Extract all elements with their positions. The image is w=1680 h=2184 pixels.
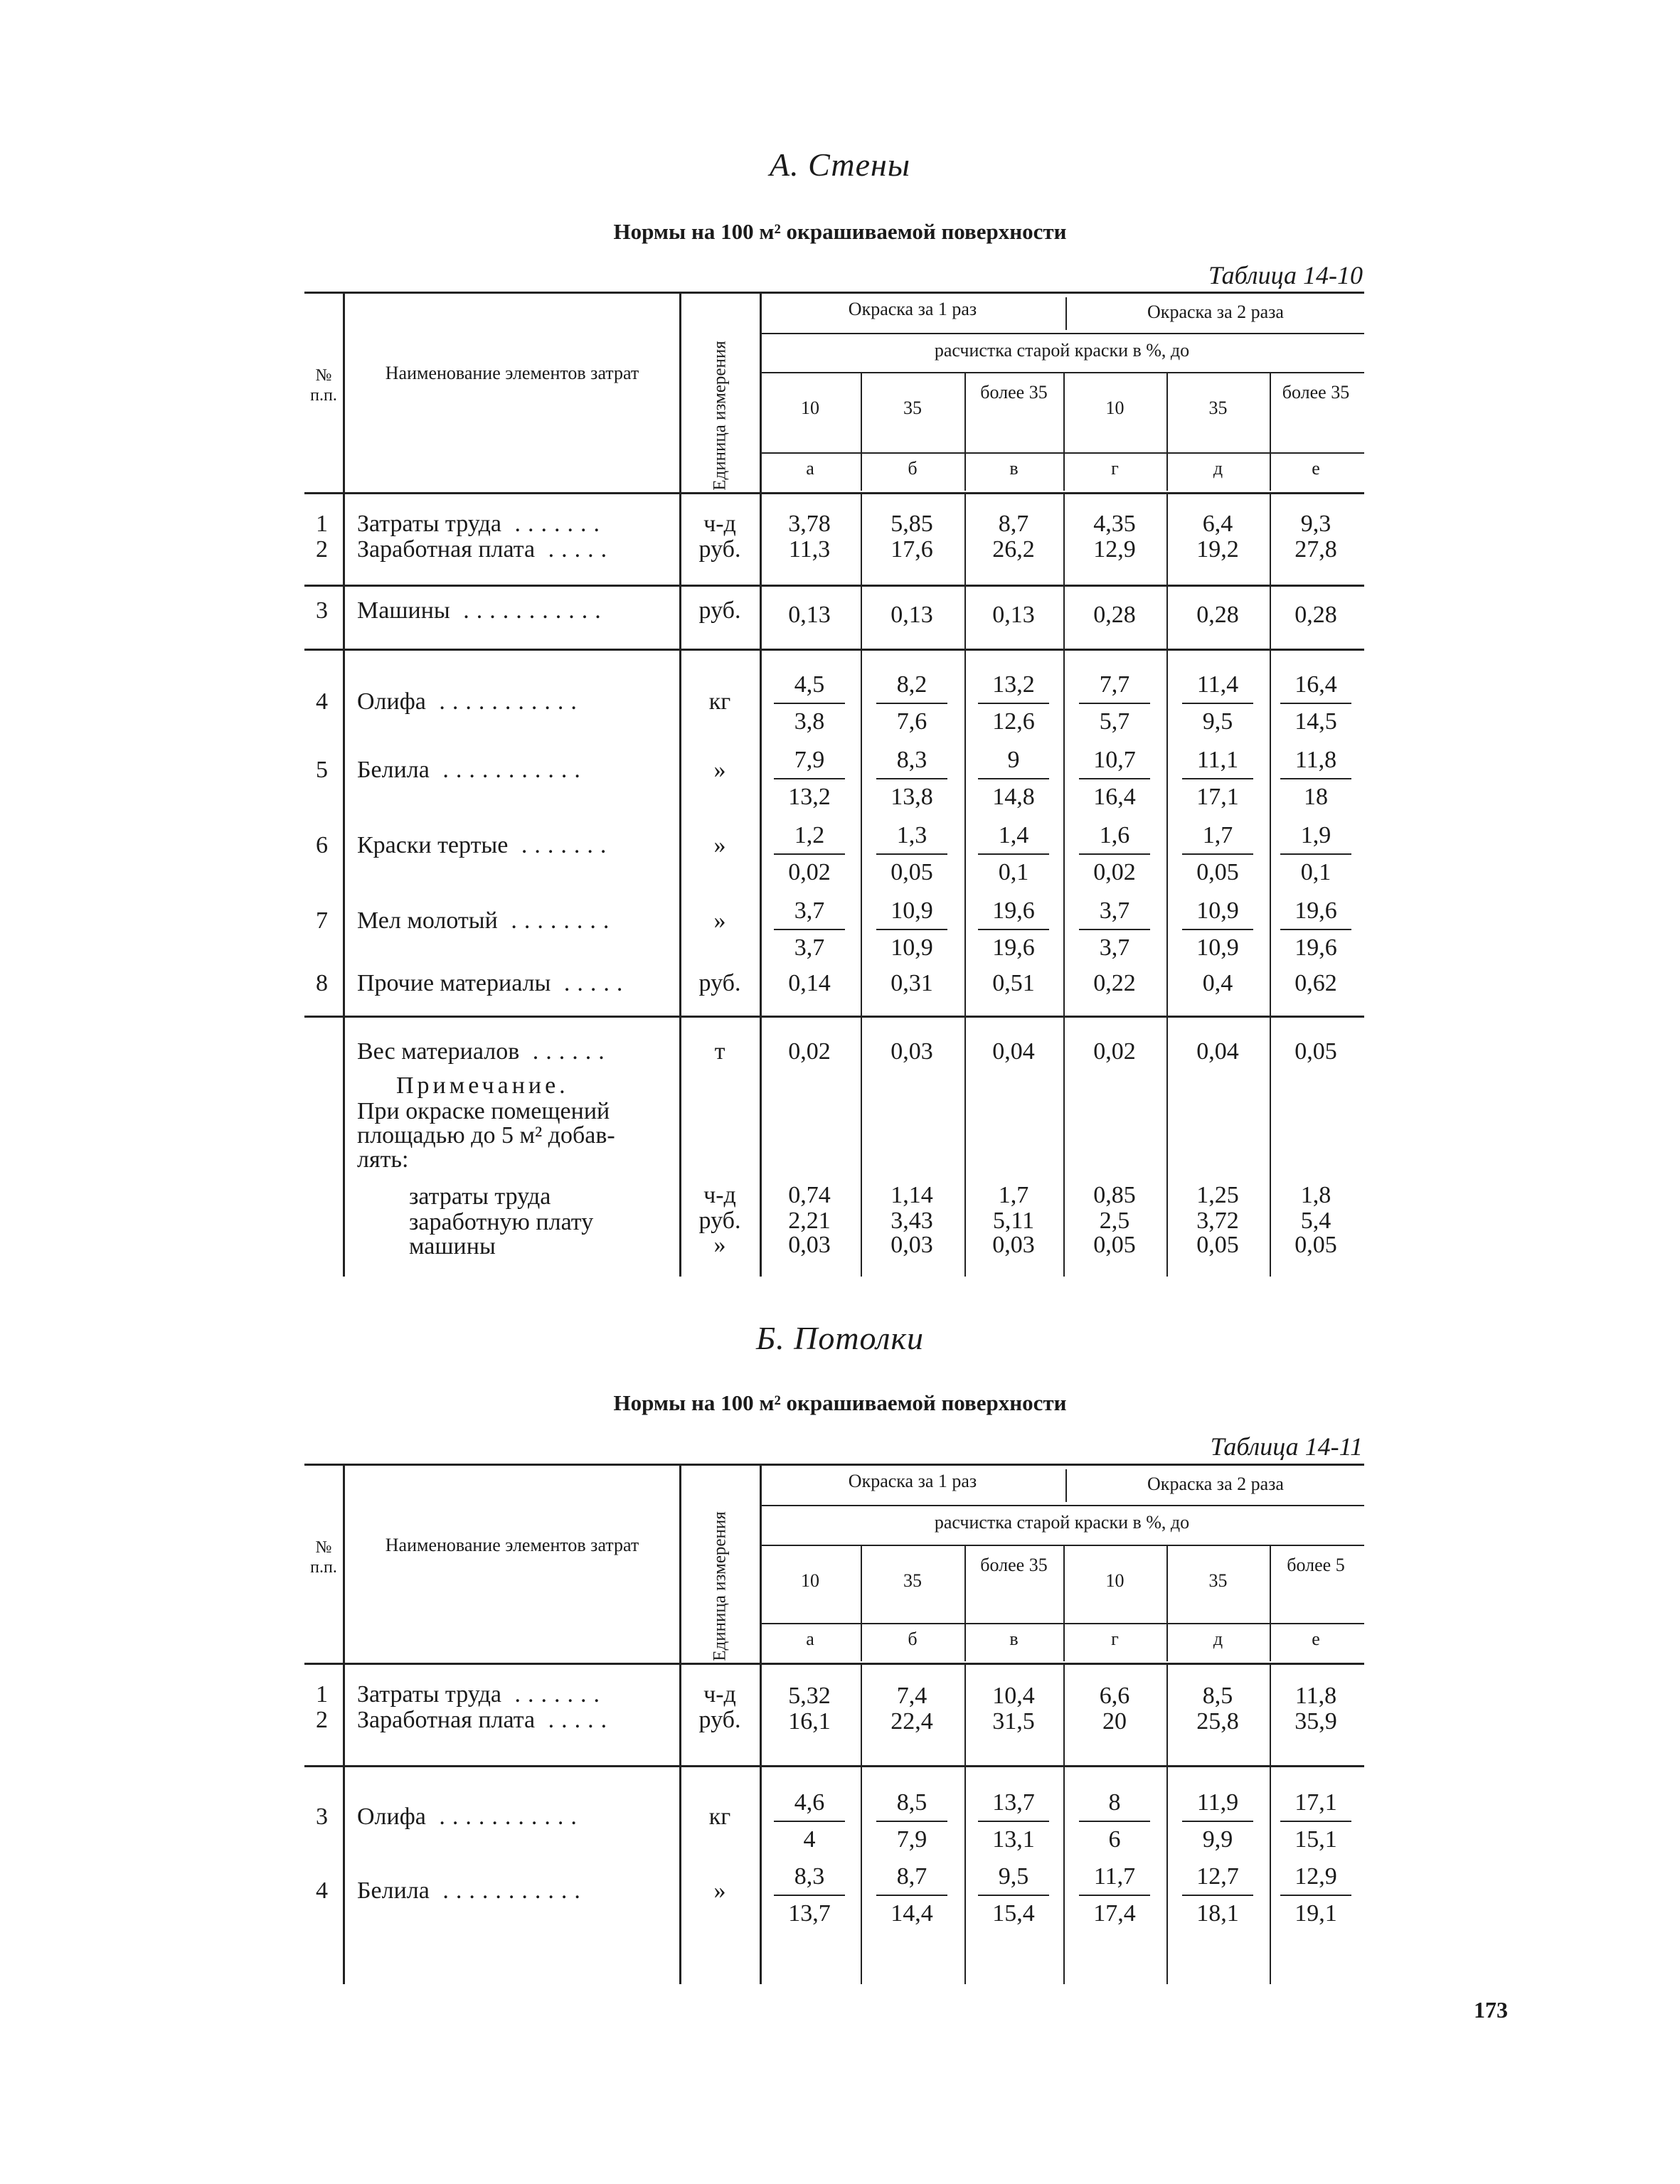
- column-divider: [343, 1663, 345, 1984]
- dot-leader: ...........: [450, 597, 608, 624]
- a-row-7-bottom-6: 19,6: [1294, 934, 1337, 961]
- b-row-4-name: [357, 1879, 588, 1903]
- table-a-label: Таблица 14-10: [1208, 261, 1363, 289]
- a-row-3-val-4: 0,28: [1093, 602, 1136, 628]
- b-row-4-fraction-bar: [1280, 1895, 1351, 1896]
- b-row-3-top-6: 17,1: [1294, 1789, 1337, 1816]
- col-header-1: 10: [801, 1570, 819, 1591]
- dot-leader: ......: [519, 1038, 612, 1065]
- dot-leader: .....: [551, 970, 630, 996]
- a-row-5-bottom-3: 14,8: [992, 784, 1035, 810]
- col-letter-4: г: [1111, 1629, 1119, 1649]
- b-row-3-top-1: 4,6: [794, 1789, 825, 1816]
- section-b-subtitle: Нормы на 100 м² окрашиваемой поверхности: [613, 1390, 1067, 1415]
- b-row-4-bottom-4: 17,4: [1093, 1900, 1136, 1927]
- a-row-6-bottom-2: 0,05: [890, 859, 933, 885]
- b-row-1-val-1: 5,32: [788, 1683, 831, 1709]
- b-row-1-val-3: 10,4: [992, 1683, 1035, 1709]
- col-header-1: 10: [801, 398, 819, 418]
- rule-line: [760, 1505, 1364, 1506]
- num-col-header: № п.п.: [310, 1538, 337, 1577]
- b-row-2-unit: руб.: [698, 1707, 741, 1733]
- b-row-3-top-4: 8: [1108, 1789, 1121, 1816]
- a-row-4-name-text: Олифа: [357, 688, 426, 715]
- a-row-6-bottom-5: 0,05: [1196, 859, 1239, 885]
- a-row-7-top-3: 19,6: [992, 897, 1035, 924]
- a-row-5-top-2: 8,3: [896, 747, 927, 773]
- b-row-4-bottom-3: 15,4: [992, 1900, 1035, 1927]
- b-row-1-unit: ч-д: [703, 1681, 736, 1708]
- a-row-1-name-text: Затраты труда: [357, 511, 502, 537]
- a-note-title: Примечание.: [396, 1072, 569, 1099]
- col-header-2: 35: [903, 398, 922, 418]
- column-divider: [760, 1663, 762, 1984]
- dot-leader: ...........: [425, 1804, 584, 1830]
- b-row-2-number: 2: [316, 1707, 328, 1733]
- col-header-3: более 35: [980, 382, 1048, 403]
- a-row-2-val-5: 19,2: [1196, 536, 1239, 563]
- a-row-8-val-6: 0,62: [1294, 970, 1337, 996]
- col-header-4: 10: [1105, 398, 1125, 418]
- a-row-4-bottom-6: 14,5: [1294, 708, 1337, 735]
- a-row-4-top-6: 16,4: [1294, 671, 1337, 698]
- a-row-2-val-1: 11,3: [788, 536, 831, 563]
- a-note-item-1-val-2: 1,14: [890, 1182, 933, 1208]
- b-row-3-bottom-1: 4: [803, 1826, 816, 1853]
- a-row-3-unit: руб.: [698, 597, 741, 624]
- col-letter-3: в: [1009, 458, 1019, 479]
- a-row-8-unit: руб.: [698, 970, 741, 996]
- section-a-title: А. Стены: [769, 147, 911, 183]
- b-row-4-fraction-bar: [774, 1895, 845, 1896]
- b-row-4-top-5: 12,7: [1196, 1863, 1239, 1890]
- b-row-3-top-5: 11,9: [1196, 1789, 1239, 1816]
- a-row-3-val-1: 0,13: [788, 602, 831, 628]
- num-col-header: № п.п.: [310, 366, 337, 405]
- b-row-4-top-6: 12,9: [1294, 1863, 1337, 1890]
- a-row-6-top-6: 1,9: [1300, 822, 1331, 848]
- a-note-item-2-val-5: 3,72: [1196, 1208, 1239, 1234]
- a-note-item-3-name: машины: [409, 1233, 496, 1259]
- a-weight-val-1: 0,02: [788, 1038, 831, 1065]
- b-row-4-bottom-5: 18,1: [1196, 1900, 1239, 1927]
- a-row-6-bottom-4: 0,02: [1093, 859, 1136, 885]
- a-row-4-bottom-2: 7,6: [896, 708, 927, 735]
- a-weight-unit: т: [714, 1038, 725, 1065]
- b-row-4-bottom-1: 13,7: [788, 1900, 831, 1927]
- b-row-4-top-3: 9,5: [998, 1863, 1029, 1890]
- b-row-3-bottom-5: 9,9: [1202, 1826, 1233, 1853]
- unit-col-header: Единица измерения: [710, 1511, 730, 1661]
- a-row-7-top-1: 3,7: [794, 897, 825, 924]
- a-row-6-number: 6: [316, 832, 328, 859]
- dot-leader: ........: [497, 907, 617, 934]
- a-note-item-2-val-6: 5,4: [1300, 1208, 1331, 1234]
- a-row-4-bottom-4: 5,7: [1099, 708, 1130, 735]
- a-row-7-top-2: 10,9: [890, 897, 933, 924]
- b-row-4-bottom-2: 14,4: [890, 1900, 933, 1927]
- b-row-4-bottom-6: 19,1: [1294, 1900, 1337, 1927]
- a-row-6-top-4: 1,6: [1099, 822, 1130, 848]
- a-row-2-val-2: 17,6: [890, 536, 933, 563]
- page-number: 173: [1474, 1997, 1508, 2023]
- a-row-7-top-4: 3,7: [1099, 897, 1130, 924]
- a-row-4-top-2: 8,2: [896, 671, 927, 698]
- b-row-3-top-2: 8,5: [896, 1789, 927, 1816]
- b-row-1-name-text: Затраты труда: [357, 1681, 502, 1708]
- rule-line: [760, 1623, 1364, 1624]
- a-row-2-val-4: 12,9: [1093, 536, 1136, 563]
- a-row-7-bottom-3: 19,6: [992, 934, 1035, 961]
- a-row-4-number: 4: [316, 688, 328, 715]
- b-row-1-val-4: 6,6: [1099, 1683, 1130, 1709]
- a-note-line-3: лять:: [357, 1146, 409, 1173]
- b-row-1-name: [357, 1683, 607, 1707]
- a-note-item-3-val-1: 0,03: [788, 1232, 831, 1258]
- b-row-3-fraction-bar: [876, 1821, 947, 1822]
- group1-header: Окраска за 1 раз: [848, 1471, 977, 1491]
- section-b-title: Б. Потолки: [755, 1320, 924, 1356]
- b-row-4-name-text: Белила: [357, 1877, 430, 1904]
- col-letter-5: д: [1213, 458, 1223, 479]
- rule-line: [304, 1765, 1364, 1767]
- b-row-1-val-2: 7,4: [896, 1683, 927, 1709]
- a-row-7-top-6: 19,6: [1294, 897, 1337, 924]
- b-row-3-fraction-bar: [1182, 1821, 1253, 1822]
- a-weight-val-5: 0,04: [1196, 1038, 1239, 1065]
- b-row-3-fraction-bar: [978, 1821, 1049, 1822]
- a-row-8-name-text: Прочие материалы: [357, 970, 551, 996]
- col-header-4: 10: [1105, 1570, 1125, 1591]
- a-row-3-val-3: 0,13: [992, 602, 1035, 628]
- a-note-item-1-val-1: 0,74: [788, 1182, 831, 1208]
- b-row-3-fraction-bar: [1079, 1821, 1150, 1822]
- dot-leader: .....: [535, 1707, 615, 1733]
- column-divider: [964, 1663, 966, 1984]
- rule-line: [304, 1464, 1364, 1466]
- col-letter-6: е: [1312, 1629, 1320, 1649]
- column-divider: [343, 1464, 345, 1663]
- a-note-item-3-unit: »: [713, 1232, 726, 1258]
- col-letter-1: а: [806, 1629, 814, 1649]
- b-row-4-top-4: 11,7: [1093, 1863, 1136, 1890]
- dot-leader: .......: [501, 1681, 607, 1708]
- b-row-4-fraction-bar: [1079, 1895, 1150, 1896]
- dot-leader: .....: [535, 536, 615, 563]
- b-row-3-bottom-4: 6: [1108, 1826, 1121, 1853]
- a-row-7-unit: »: [713, 907, 726, 934]
- col-header-2: 35: [903, 1570, 922, 1591]
- a-weight-name-text: Вес материалов: [357, 1038, 520, 1065]
- a-row-1-val-6: 9,3: [1300, 511, 1331, 537]
- b-row-1-val-6: 11,8: [1294, 1683, 1337, 1709]
- a-note-item-3-val-2: 0,03: [890, 1232, 933, 1258]
- a-row-7-number: 7: [316, 907, 328, 934]
- a-weight-val-4: 0,02: [1093, 1038, 1136, 1065]
- a-row-2-number: 2: [316, 536, 328, 563]
- a-row-4-top-3: 13,2: [992, 671, 1035, 698]
- rule-line: [304, 1663, 1364, 1665]
- col-letter-5: д: [1213, 1629, 1223, 1649]
- b-row-1-val-5: 8,5: [1202, 1683, 1233, 1709]
- b-row-3-top-3: 13,7: [992, 1789, 1035, 1816]
- a-row-6-name-text: Краски тертые: [357, 832, 509, 859]
- column-divider: [1063, 1663, 1065, 1984]
- b-row-1-number: 1: [316, 1681, 328, 1708]
- a-row-1-unit: ч-д: [703, 511, 736, 537]
- a-row-3-name-text: Машины: [357, 597, 450, 624]
- a-weight-val-2: 0,03: [890, 1038, 933, 1065]
- dot-leader: ...........: [429, 1877, 588, 1904]
- b-row-2-val-2: 22,4: [890, 1708, 933, 1735]
- a-row-7-top-5: 10,9: [1196, 897, 1239, 924]
- b-row-2-name-text: Заработная плата: [357, 1707, 536, 1733]
- b-row-4-fraction-bar: [978, 1895, 1049, 1896]
- b-row-4-fraction-bar: [1182, 1895, 1253, 1896]
- a-note-item-2-val-2: 3,43: [890, 1208, 933, 1234]
- b-row-3-name: [357, 1805, 584, 1829]
- group2-header: Окраска за 2 раза: [1147, 1474, 1284, 1494]
- a-weight-val-3: 0,04: [992, 1038, 1035, 1065]
- a-row-6-bottom-3: 0,1: [998, 859, 1029, 885]
- a-row-6-top-3: 1,4: [998, 822, 1029, 848]
- a-weight-val-6: 0,05: [1294, 1038, 1337, 1065]
- a-row-5-top-6: 11,8: [1294, 747, 1337, 773]
- rule-line: [760, 1545, 1364, 1546]
- a-row-4-top-5: 11,4: [1196, 671, 1239, 698]
- b-row-2-val-6: 35,9: [1294, 1708, 1337, 1735]
- dot-leader: .......: [501, 511, 607, 537]
- col-header-6: более 35: [1282, 382, 1350, 403]
- col-letter-2: б: [908, 458, 918, 479]
- a-row-1-val-1: 3,78: [788, 511, 831, 537]
- b-row-4-top-2: 8,7: [896, 1863, 927, 1890]
- a-row-5-bottom-4: 16,4: [1093, 784, 1136, 810]
- a-row-8-val-4: 0,22: [1093, 970, 1136, 996]
- a-note-item-1-val-4: 0,85: [1093, 1182, 1136, 1208]
- a-note-item-1-val-3: 1,7: [998, 1182, 1029, 1208]
- b-row-4-fraction-bar: [876, 1895, 947, 1896]
- a-row-4-bottom-1: 3,8: [794, 708, 825, 735]
- a-row-5-bottom-1: 13,2: [788, 784, 831, 810]
- a-row-4-top-1: 4,5: [794, 671, 825, 698]
- a-note-item-3-val-4: 0,05: [1093, 1232, 1136, 1258]
- section-a-subtitle: Нормы на 100 м² окрашиваемой поверхности: [613, 219, 1067, 244]
- col-letter-4: г: [1111, 458, 1119, 479]
- a-row-3-val-2: 0,13: [890, 602, 933, 628]
- a-note-item-2-val-1: 2,21: [788, 1208, 831, 1234]
- a-row-2-val-3: 26,2: [992, 536, 1035, 563]
- col-header-6: более 5: [1287, 1555, 1345, 1575]
- a-note-item-3-val-6: 0,05: [1294, 1232, 1337, 1258]
- a-row-8-val-5: 0,4: [1202, 970, 1233, 996]
- col-header-5: 35: [1208, 398, 1228, 418]
- a-row-2-val-6: 27,8: [1294, 536, 1337, 563]
- a-note-item-2-val-4: 2,5: [1099, 1208, 1130, 1234]
- a-note-line-1: При окраске помещений: [357, 1098, 610, 1124]
- a-row-5-bottom-5: 17,1: [1196, 784, 1239, 810]
- subhead: расчистка старой краски в %, до: [934, 340, 1190, 361]
- a-row-5-bottom-6: 18: [1304, 784, 1328, 810]
- unit-col-header: Единица измерения: [710, 341, 730, 491]
- col-letter-1: а: [806, 458, 814, 479]
- col-letter-6: е: [1312, 458, 1320, 479]
- name-col-header: Наименование элементов затрат: [385, 1535, 639, 1555]
- a-row-8-val-2: 0,31: [890, 970, 933, 996]
- dot-leader: ...........: [425, 688, 584, 715]
- a-row-6-bottom-1: 0,02: [788, 859, 831, 885]
- b-row-4-top-1: 8,3: [794, 1863, 825, 1890]
- table-b-label: Таблица 14-11: [1210, 1432, 1363, 1461]
- b-row-3-number: 3: [316, 1804, 328, 1830]
- col-letter-3: в: [1009, 1629, 1019, 1649]
- a-row-5-top-1: 7,9: [794, 747, 825, 773]
- a-row-5-bottom-2: 13,8: [890, 784, 933, 810]
- b-row-2-val-1: 16,1: [788, 1708, 831, 1735]
- a-row-3-val-6: 0,28: [1294, 602, 1337, 628]
- a-row-2-unit: руб.: [698, 536, 741, 563]
- a-row-4-top-4: 7,7: [1099, 671, 1130, 698]
- a-row-3-val-5: 0,28: [1196, 602, 1239, 628]
- a-row-1-val-3: 8,7: [998, 511, 1029, 537]
- col-header-3: более 35: [980, 1555, 1048, 1575]
- b-row-3-name-text: Олифа: [357, 1804, 426, 1830]
- column-divider: [861, 1663, 862, 1984]
- b-row-2-val-4: 20: [1102, 1708, 1127, 1735]
- a-row-1-number: 1: [316, 511, 328, 537]
- b-row-3-bottom-6: 15,1: [1294, 1826, 1337, 1853]
- a-row-6-top-1: 1,2: [794, 822, 825, 848]
- dot-leader: .......: [508, 832, 614, 859]
- b-row-3-bottom-3: 13,1: [992, 1826, 1035, 1853]
- a-note-item-1-val-5: 1,25: [1196, 1182, 1239, 1208]
- a-row-5-top-4: 10,7: [1093, 747, 1136, 773]
- a-row-8-number: 8: [316, 970, 328, 996]
- b-row-3-fraction-bar: [1280, 1821, 1351, 1822]
- a-row-8-val-3: 0,51: [992, 970, 1035, 996]
- a-row-4-unit: кг: [708, 688, 731, 715]
- a-note-line-2: площадью до 5 м² добав-: [357, 1122, 615, 1149]
- a-row-3-number: 3: [316, 597, 328, 624]
- a-note-item-2-name: заработную плату: [409, 1209, 594, 1235]
- a-note-item-3-val-5: 0,05: [1196, 1232, 1239, 1258]
- a-row-5-name-text: Белила: [357, 757, 430, 784]
- a-row-4-bottom-3: 12,6: [992, 708, 1035, 735]
- a-row-2-name-text: Заработная плата: [357, 536, 536, 563]
- a-row-5-top-3: 9: [1007, 747, 1020, 773]
- a-note-item-3-val-3: 0,03: [992, 1232, 1035, 1258]
- column-divider: [679, 1464, 681, 1663]
- name-col-header: Наименование элементов затрат: [385, 363, 639, 383]
- col-header-5: 35: [1208, 1570, 1228, 1591]
- a-note-item-1-name: затраты труда: [409, 1183, 551, 1210]
- b-row-3-bottom-2: 7,9: [896, 1826, 927, 1853]
- a-row-5-unit: »: [713, 757, 726, 784]
- a-row-6-unit: »: [713, 832, 726, 859]
- a-row-5-number: 5: [316, 757, 328, 784]
- a-note-item-2-val-3: 5,11: [992, 1208, 1035, 1234]
- b-row-2-val-3: 31,5: [992, 1708, 1035, 1735]
- dot-leader: ...........: [429, 757, 588, 784]
- a-row-5-top-5: 11,1: [1196, 747, 1239, 773]
- a-row-4-bottom-5: 9,5: [1202, 708, 1233, 735]
- a-row-1-val-4: 4,35: [1093, 511, 1136, 537]
- column-divider: [1166, 1663, 1168, 1984]
- subhead: расчистка старой краски в %, до: [934, 1512, 1190, 1533]
- a-row-7-name-text: Мел молотый: [357, 907, 498, 934]
- a-row-7-bottom-4: 3,7: [1099, 934, 1130, 961]
- a-note-item-2-unit: руб.: [698, 1208, 741, 1234]
- b-row-4-number: 4: [316, 1877, 328, 1904]
- a-row-6-bottom-6: 0,1: [1300, 859, 1331, 885]
- b-row-4-unit: »: [713, 1877, 726, 1904]
- a-note-item-1-unit: ч-д: [703, 1182, 736, 1208]
- a-row-7-bottom-2: 10,9: [890, 934, 933, 961]
- a-row-7-bottom-5: 10,9: [1196, 934, 1239, 961]
- a-row-7-bottom-1: 3,7: [794, 934, 825, 961]
- b-row-2-name: [357, 1708, 614, 1732]
- group2-header: Окраска за 2 раза: [1147, 302, 1284, 322]
- a-row-6-top-5: 1,7: [1202, 822, 1233, 848]
- b-row-3-fraction-bar: [774, 1821, 845, 1822]
- b-row-2-val-5: 25,8: [1196, 1708, 1239, 1735]
- a-row-1-val-2: 5,85: [890, 511, 933, 537]
- col-letter-2: б: [908, 1629, 918, 1649]
- group1-header: Окраска за 1 раз: [848, 299, 977, 319]
- b-row-3-unit: кг: [708, 1804, 731, 1830]
- a-note-item-1-val-6: 1,8: [1300, 1182, 1331, 1208]
- a-row-1-val-5: 6,4: [1202, 511, 1233, 537]
- a-row-6-top-2: 1,3: [896, 822, 927, 848]
- a-row-8-val-1: 0,14: [788, 970, 831, 996]
